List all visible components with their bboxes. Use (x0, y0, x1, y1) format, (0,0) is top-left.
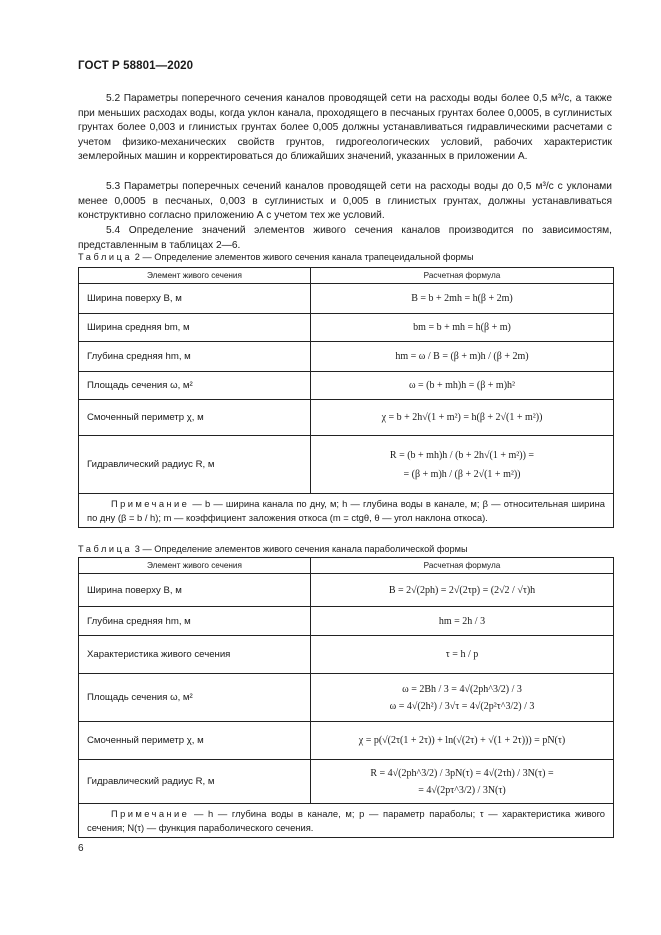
row-formula: B = b + 2mh = h(β + 2m) (311, 284, 614, 314)
row-formula: ω = 2Bh / 3 = 4√(2ph^3/2) / 3 (402, 683, 522, 695)
row-formula: χ = p(√(2τ(1 + 2τ)) + ln(√(2τ) + √(1 + 2τ))) = pN(τ) (311, 722, 614, 760)
table-row (79, 400, 614, 436)
table-2 (78, 267, 614, 528)
table-row (79, 574, 614, 607)
row-formula: R = 4√(2ph^3/2) / 3pN(τ) = 4√(2τh) / 3N(τ) = (370, 767, 554, 779)
paragraph-5-2-text: 5.2 Параметры поперечного сечения каналов проводящей сети на расходы воды более 0,5 м³/с, а также при меньших расходах воды, когда уклон канала, проходящего в песчаных грунтах более 0,0005, в суглинистых грунтах более 0,003 и глинистых грунтах более 0,005 должны устанавливаться гидравлическими расчетами с учетом физико-механических свойств грунтов, гидрогеологических условий, рабочих характеристик землеройных машин и корректироваться до ближайших значений, указанных в приложении А. (78, 93, 612, 163)
row-formula: χ = b + 2h√(1 + m²) = h(β + 2√(1 + m²)) (311, 400, 614, 436)
row-formula-continued: = 4√(2pτ^3/2) / 3N(τ) (418, 784, 506, 796)
row-formula: τ = h / p (311, 636, 614, 674)
table-row (79, 436, 614, 494)
table-row (79, 607, 614, 636)
row-formula: ω = (b + mh)h = (β + m)h² (311, 372, 614, 400)
document-header: ГОСТ Р 58801—2020 (78, 60, 194, 72)
table-note (79, 804, 614, 838)
table-3-caption-word: Таблица (78, 544, 133, 554)
note-label: Примечание (111, 808, 190, 819)
table-row (79, 636, 614, 674)
row-formula: B = 2√(2ph) = 2√(2τp) = (2√2 / √τ)h (311, 574, 614, 607)
table-row (79, 284, 614, 314)
page-number: 6 (78, 843, 84, 854)
table-header-row (79, 268, 614, 284)
table-row (79, 760, 614, 804)
row-formula: hm = ω / B = (β + m)h / (β + 2m) (311, 342, 614, 372)
row-formula: bm = b + mh = h(β + m) (311, 314, 614, 342)
row-formula-cell (311, 760, 614, 804)
row-formula: R = (b + mh)h / (b + 2h√(1 + m²)) = (389, 449, 535, 461)
row-formula-continued: = (β + m)h / (β + 2√(1 + m²)) (403, 468, 521, 480)
row-formula-cell (311, 436, 614, 494)
paragraph-5-3-text: 5.3 Параметры поперечных сечений каналов проводящей сети на расходы воды до 0,5 м³/с с уклонами менее 0,0005 в песчаных, 0,003 в суглинистых и 0,005 в глинистых грунтах, должны устанавливаться конструктивно согласно приложению А с учетом тех же условий. (78, 181, 612, 222)
row-element: Гидравлический радиус R, м (79, 436, 311, 494)
table-row (79, 342, 614, 372)
note-text: — b — ширина канала по дну, м; h — глубина воды в канале, м; β — относительная ширина по дну (β = b / h); m — коэффициент заложения откоса (m = ctgθ, θ — угол наклона откоса). (87, 498, 605, 523)
paragraph-5-3 (78, 180, 612, 224)
table-row (79, 314, 614, 342)
table-3-caption (78, 544, 468, 554)
row-formula-cell (311, 674, 614, 722)
table-row (79, 722, 614, 760)
row-element: Характеристика живого сечения (79, 636, 311, 674)
row-element: Глубина средняя hm, м (79, 342, 311, 372)
row-element: Ширина поверху B, м (79, 574, 311, 607)
row-element: Глубина средняя hm, м (79, 607, 311, 636)
column-header-formula: Расчетная формула (311, 268, 614, 284)
table-2-caption-text: 2 — Определение элементов живого сечения канала трапецеидальной формы (134, 252, 474, 262)
paragraph-5-4 (78, 224, 612, 253)
table-note-row (79, 804, 614, 838)
table-3-caption-text: 3 — Определение элементов живого сечения канала параболической формы (134, 544, 468, 554)
table-2-caption-word: Таблица (78, 252, 133, 262)
table-note (79, 494, 614, 528)
paragraph-5-4-text: 5.4 Определение значений элементов живого сечения каналов производится по зависимостям, представленным в таблицах 2—6. (78, 225, 612, 251)
row-element: Площадь сечения ω, м² (79, 674, 311, 722)
table-note-row (79, 494, 614, 528)
row-element: Площадь сечения ω, м² (79, 372, 311, 400)
row-element: Смоченный периметр χ, м (79, 722, 311, 760)
table-3 (78, 557, 614, 838)
note-label: Примечание (111, 498, 190, 509)
table-row (79, 674, 614, 722)
column-header-element: Элемент живого сечения (79, 558, 311, 574)
paragraph-5-2 (78, 92, 612, 165)
note-text: — h — глубина воды в канале, м; p — параметр параболы; τ — характеристика живого сечения; N(τ) — функция параболического сечения. (87, 808, 606, 833)
row-element: Ширина средняя bm, м (79, 314, 311, 342)
column-header-element: Элемент живого сечения (79, 268, 311, 284)
row-element: Смоченный периметр χ, м (79, 400, 311, 436)
table-header-row (79, 558, 614, 574)
table-2-caption (78, 252, 474, 262)
row-formula-continued: ω = 4√(2h²) / 3√τ = 4√(2p²τ^3/2) / 3 (389, 700, 535, 712)
column-header-formula: Расчетная формула (311, 558, 614, 574)
row-formula: hm = 2h / 3 (311, 607, 614, 636)
table-row (79, 372, 614, 400)
row-element: Ширина поверху B, м (79, 284, 311, 314)
row-element: Гидравлический радиус R, м (79, 760, 311, 804)
